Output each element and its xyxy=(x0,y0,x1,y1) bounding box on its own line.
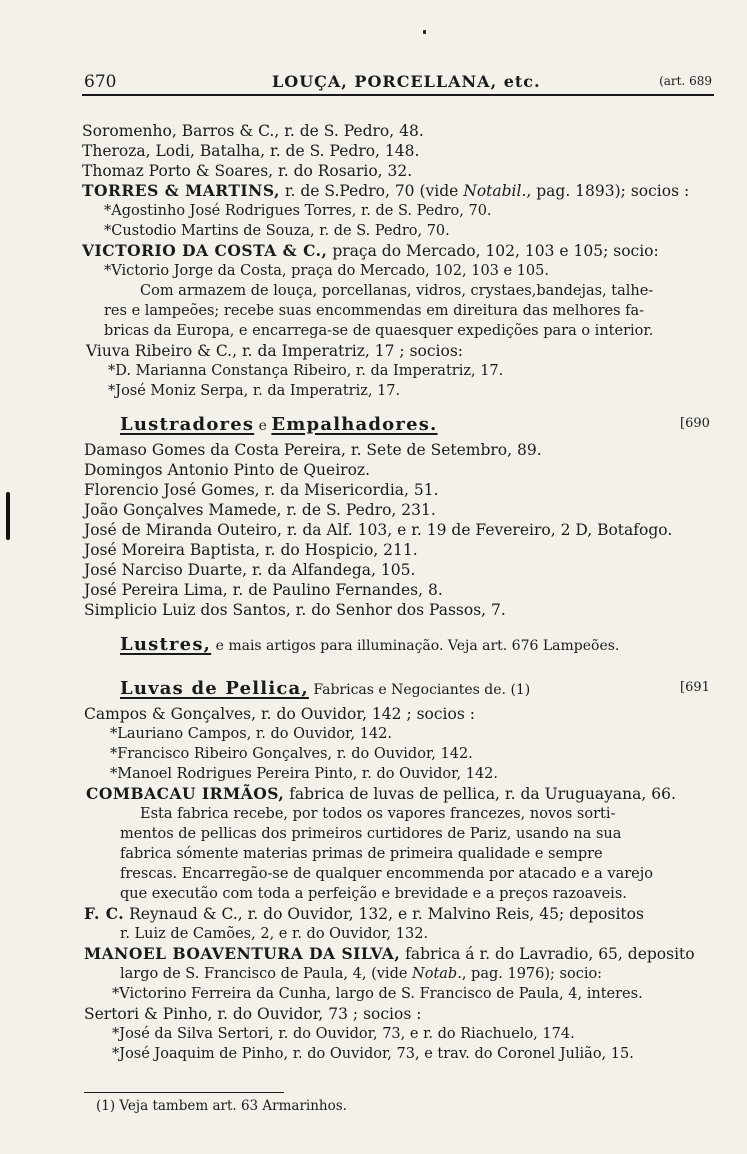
partner-line: *Agostinho José Rodrigues Torres, r. de S. Pedro, 70. xyxy=(104,203,492,219)
partner-line: *Custodio Martins de Souza, r. de S. Pedro, 70. xyxy=(104,223,450,239)
listing-line: José Pereira Lima, r. de Paulino Fernandes, 8. xyxy=(84,581,443,599)
description-line: fabrica sómente materias primas de primeira qualidade e sempre xyxy=(120,846,603,862)
description-line: largo de S. Francisco de Paula, 4, (vide Notab., pag. 1976); socio: xyxy=(120,966,603,982)
description-line: mentos de pellicas dos primeiros curtidores de Pariz, usando na sua xyxy=(120,826,622,842)
listing-line: F. C. Reynaud & C., r. do Ouvidor, 132, e r. Malvino Reis, 45; depositos xyxy=(84,904,644,923)
page-number: 670 xyxy=(84,72,117,92)
description-line: que executão com toda a perfeição e brevidade e a preços razoaveis. xyxy=(120,886,627,902)
section-number: [691 xyxy=(680,680,710,695)
firm-name: MANOEL BOAVENTURA DA SILVA, xyxy=(84,944,401,963)
listing-line: Theroza, Lodi, Batalha, r. de S. Pedro, 148. xyxy=(82,142,420,160)
page-header xyxy=(84,68,712,94)
listing-line: João Gonçalves Mamede, r. de S. Pedro, 231. xyxy=(84,501,436,519)
listing-line: COMBACAU IRMÃOS, fabrica de luvas de pellica, r. da Uruguayana, 66. xyxy=(86,784,676,803)
listing-line: Florencio José Gomes, r. da Misericordia, 51. xyxy=(84,481,439,499)
listing-line: Thomaz Porto & Soares, r. do Rosario, 32. xyxy=(82,162,413,180)
footnote: (1) Veja tambem art. 63 Armarinhos. xyxy=(96,1098,347,1114)
section-heading-lustres: Lustres, e mais artigos para illuminação. Veja art. 676 Lampeões. xyxy=(120,634,620,655)
article-reference: (art. 689 xyxy=(659,74,712,88)
description-line: res e lampeões; recebe suas encommendas em direitura das melhores fa- xyxy=(104,303,645,319)
listing-line: Sertori & Pinho, r. do Ouvidor, 73 ; socios : xyxy=(84,1005,422,1023)
partner-line: *José Moniz Serpa, r. da Imperatriz, 17. xyxy=(108,383,401,399)
description-line: Com armazem de louça, porcellanas, vidros, crystaes,bandejas, talhe- xyxy=(140,283,654,299)
firm-name: VICTORIO DA COSTA & C., xyxy=(82,241,328,260)
firm-name: F. C. xyxy=(84,904,125,923)
partner-line: *José da Silva Sertori, r. do Ouvidor, 73, e r. do Riachuelo, 174. xyxy=(112,1026,575,1042)
section-heading-lustradores: Lustradores e Empalhadores. xyxy=(120,414,438,435)
listing-line: José Narciso Duarte, r. da Alfandega, 105. xyxy=(84,561,416,579)
margin-mark xyxy=(6,492,10,540)
firm-name: TORRES & MARTINS, xyxy=(82,181,280,200)
listing-line: Campos & Gonçalves, r. do Ouvidor, 142 ; socios : xyxy=(84,705,475,723)
listing-line: VICTORIO DA COSTA & C., praça do Mercado, 102, 103 e 105; socio: xyxy=(82,241,659,260)
partner-line: *Francisco Ribeiro Gonçalves, r. do Ouvidor, 142. xyxy=(110,746,473,762)
description-line: bricas da Europa, e encarrega-se de quaesquer expedições para o interior. xyxy=(104,323,654,339)
listing-line: José Moreira Baptista, r. do Hospicio, 211. xyxy=(84,541,418,559)
listing-line: Damaso Gomes da Costa Pereira, r. Sete de Setembro, 89. xyxy=(84,441,542,459)
ink-speck xyxy=(423,30,426,34)
section-number: [690 xyxy=(680,416,710,431)
footnote-rule xyxy=(84,1092,284,1093)
listing-line: Viuva Ribeiro & C., r. da Imperatriz, 17 ; socios: xyxy=(86,342,464,360)
partner-line: *Victorino Ferreira da Cunha, largo de S. Francisco de Paula, 4, interes. xyxy=(112,986,643,1002)
partner-line: *Victorio Jorge da Costa, praça do Mercado, 102, 103 e 105. xyxy=(104,263,549,279)
listing-line: Soromenho, Barros & C., r. de S. Pedro, 48. xyxy=(82,122,424,140)
notabilidades-ref: Notab. xyxy=(412,966,462,982)
listing-line: Domingos Antonio Pinto de Queiroz. xyxy=(84,461,371,479)
listing-line: Simplicio Luiz dos Santos, r. do Senhor dos Passos, 7. xyxy=(84,601,506,619)
listing-line: TORRES & MARTINS, r. de S.Pedro, 70 (vide Notabil., pag. 1893); socios : xyxy=(82,181,690,200)
running-title: LOUÇA, PORCELLANA, etc. xyxy=(272,72,541,91)
partner-line: *José Joaquim de Pinho, r. do Ouvidor, 73, e trav. do Coronel Julião, 15. xyxy=(112,1046,634,1062)
partner-line: *D. Marianna Constança Ribeiro, r. da Imperatriz, 17. xyxy=(108,363,504,379)
listing-line: MANOEL BOAVENTURA DA SILVA, fabrica á r. do Lavradio, 65, deposito xyxy=(84,944,695,963)
firm-name: COMBACAU IRMÃOS, xyxy=(86,784,285,803)
partner-line: *Manoel Rodrigues Pereira Pinto, r. do Ouvidor, 142. xyxy=(110,766,499,782)
description-line: frescas. Encarregão-se de qualquer encommenda por atacado e a varejo xyxy=(120,866,653,882)
description-line: Esta fabrica recebe, por todos os vapores francezes, novos sorti- xyxy=(140,806,616,822)
header-rule xyxy=(82,94,714,96)
description-line: r. Luiz de Camões, 2, e r. do Ouvidor, 132. xyxy=(120,926,429,942)
partner-line: *Lauriano Campos, r. do Ouvidor, 142. xyxy=(110,726,392,742)
section-heading-luvas: Luvas de Pellica, Fabricas e Negociantes de. (1) xyxy=(120,678,531,699)
listing-line: José de Miranda Outeiro, r. da Alf. 103, e r. 19 de Fevereiro, 2 D, Botafogo. xyxy=(84,521,673,539)
notabilidades-ref: Notabil. xyxy=(463,182,527,200)
